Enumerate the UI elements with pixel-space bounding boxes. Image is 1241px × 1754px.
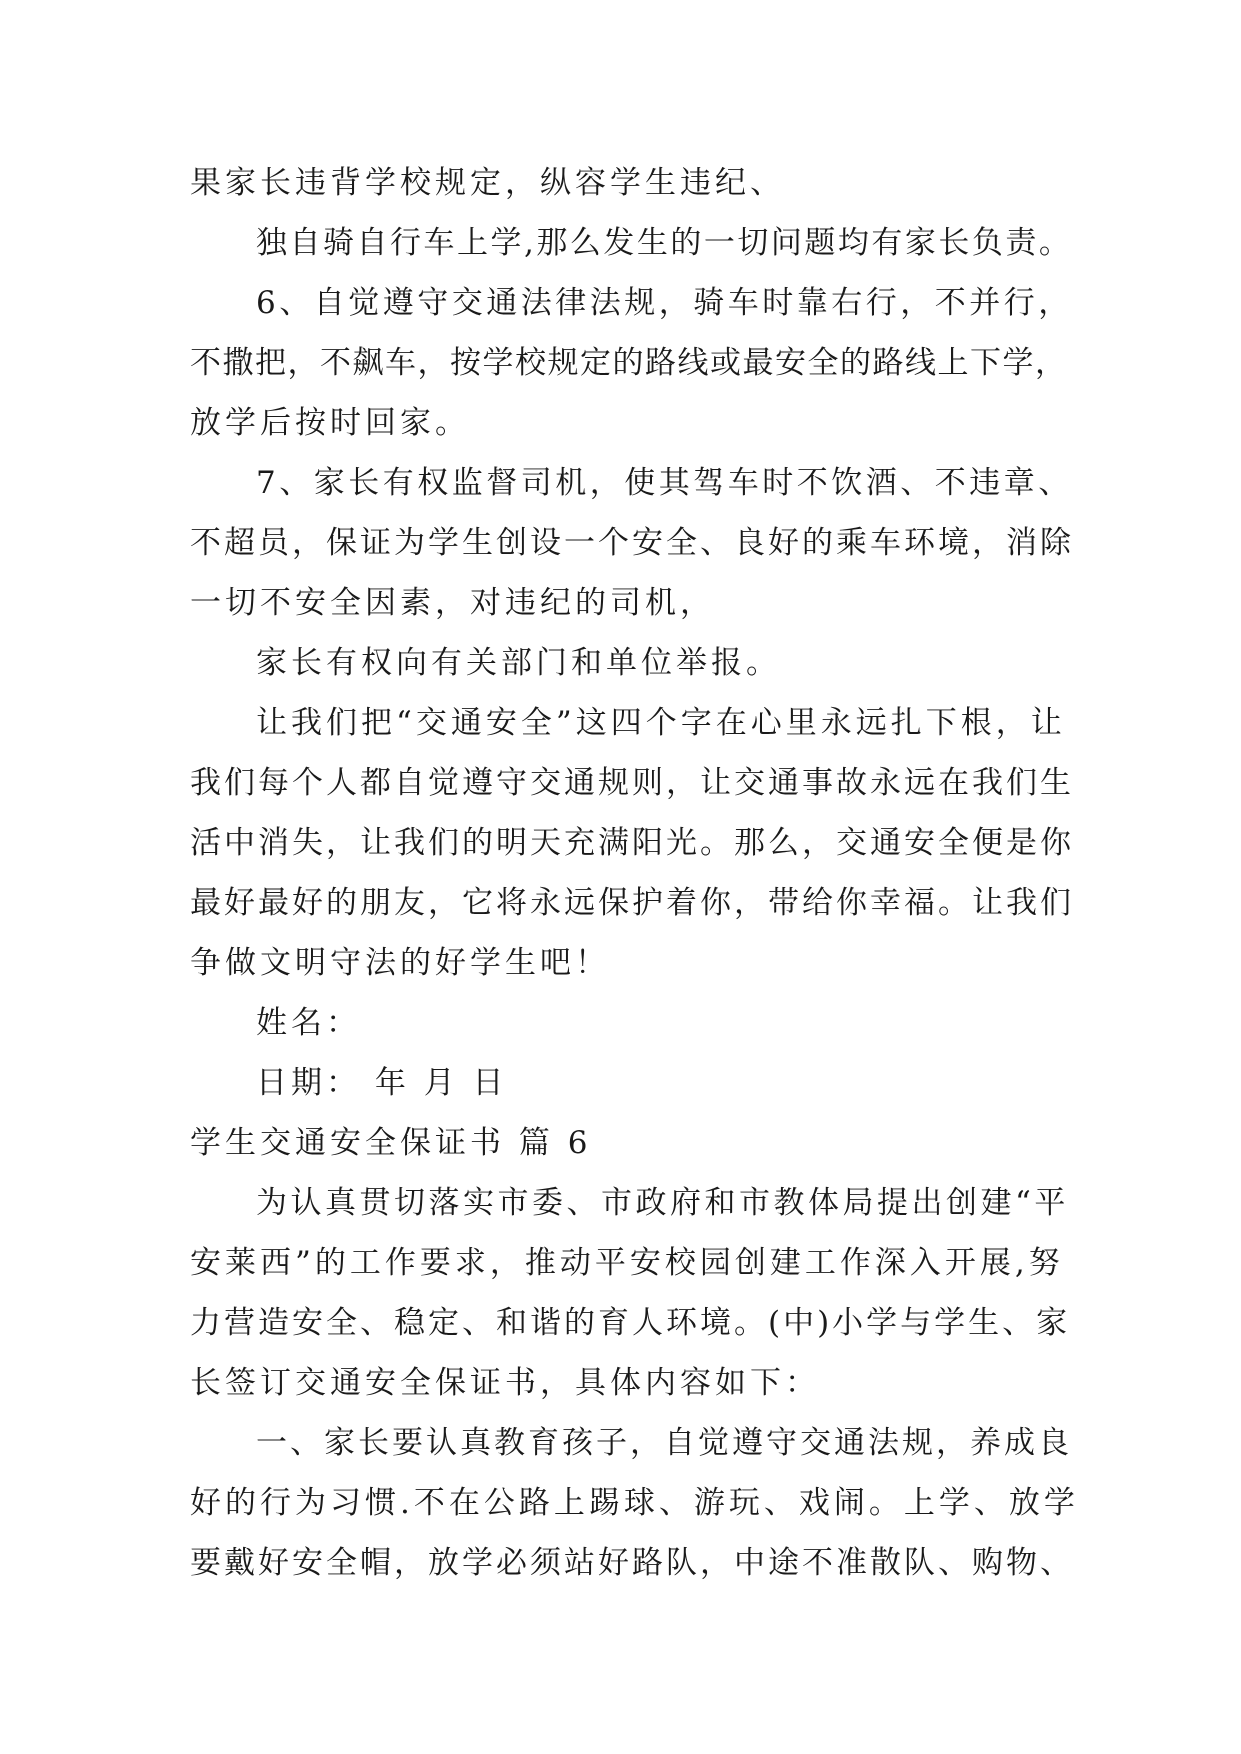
text-line: 日期： 年 月 日 [256, 1065, 508, 1101]
section-heading: 学生交通安全保证书 篇 6 [190, 1125, 592, 1161]
text-line: 争做文明守法的好学生吧！ [190, 945, 610, 981]
text-line: 活中消失，让我们的明天充满阳光。那么，交通安全便是你 [190, 825, 1074, 861]
text-line: 一、家长要认真教育孩子，自觉遵守交通法规，养成良 [256, 1425, 1072, 1461]
text-line: 7、家长有权监督司机，使其驾车时不饮酒、不违章、 [256, 465, 1073, 501]
text-line: 放学后按时回家。 [190, 405, 470, 441]
text-line: 要戴好安全帽，放学必须站好路队，中途不准散队、购物、 [190, 1545, 1074, 1581]
text-line: 姓名： [256, 1005, 361, 1041]
text-line: 长签订交通安全保证书，具体内容如下： [190, 1365, 820, 1401]
text-line: 为认真贯切落实市委、市政府和市教体局提出创建“平 [256, 1185, 1069, 1221]
text-line: 果家长违背学校规定，纵容学生违纪、 [190, 165, 785, 201]
text-line: 6、自觉遵守交通法律法规，骑车时靠右行，不并行， [256, 285, 1073, 321]
text-line: 家长有权向有关部门和单位举报。 [256, 645, 781, 681]
text-line: 一切不安全因素，对违纪的司机， [190, 585, 715, 621]
text-line: 让我们把“交通安全”这四个字在心里永远扎下根，让 [256, 705, 1066, 741]
text-line: 不超员，保证为学生创设一个安全、良好的乘车环境，消除 [190, 525, 1074, 561]
text-line: 好的行为习惯.不在公路上踢球、游玩、戏闹。上学、放学 [190, 1485, 1079, 1521]
text-line: 我们每个人都自觉遵守交通规则，让交通事故永远在我们生 [190, 765, 1074, 801]
text-line: 力营造安全、稳定、和谐的育人环境。(中)小学与学生、家 [190, 1305, 1071, 1341]
text-line: 独自骑自行车上学,那么发生的一切问题均有家长负责。 [256, 225, 1073, 261]
text-line: 不撒把，不飙车，按学校规定的路线或最安全的路线上下学， [190, 345, 1068, 381]
text-line: 安莱西”的工作要求，推动平安校园创建工作深入开展,努 [190, 1245, 1064, 1281]
text-line: 最好最好的朋友，它将永远保护着你，带给你幸福。让我们 [190, 885, 1074, 921]
